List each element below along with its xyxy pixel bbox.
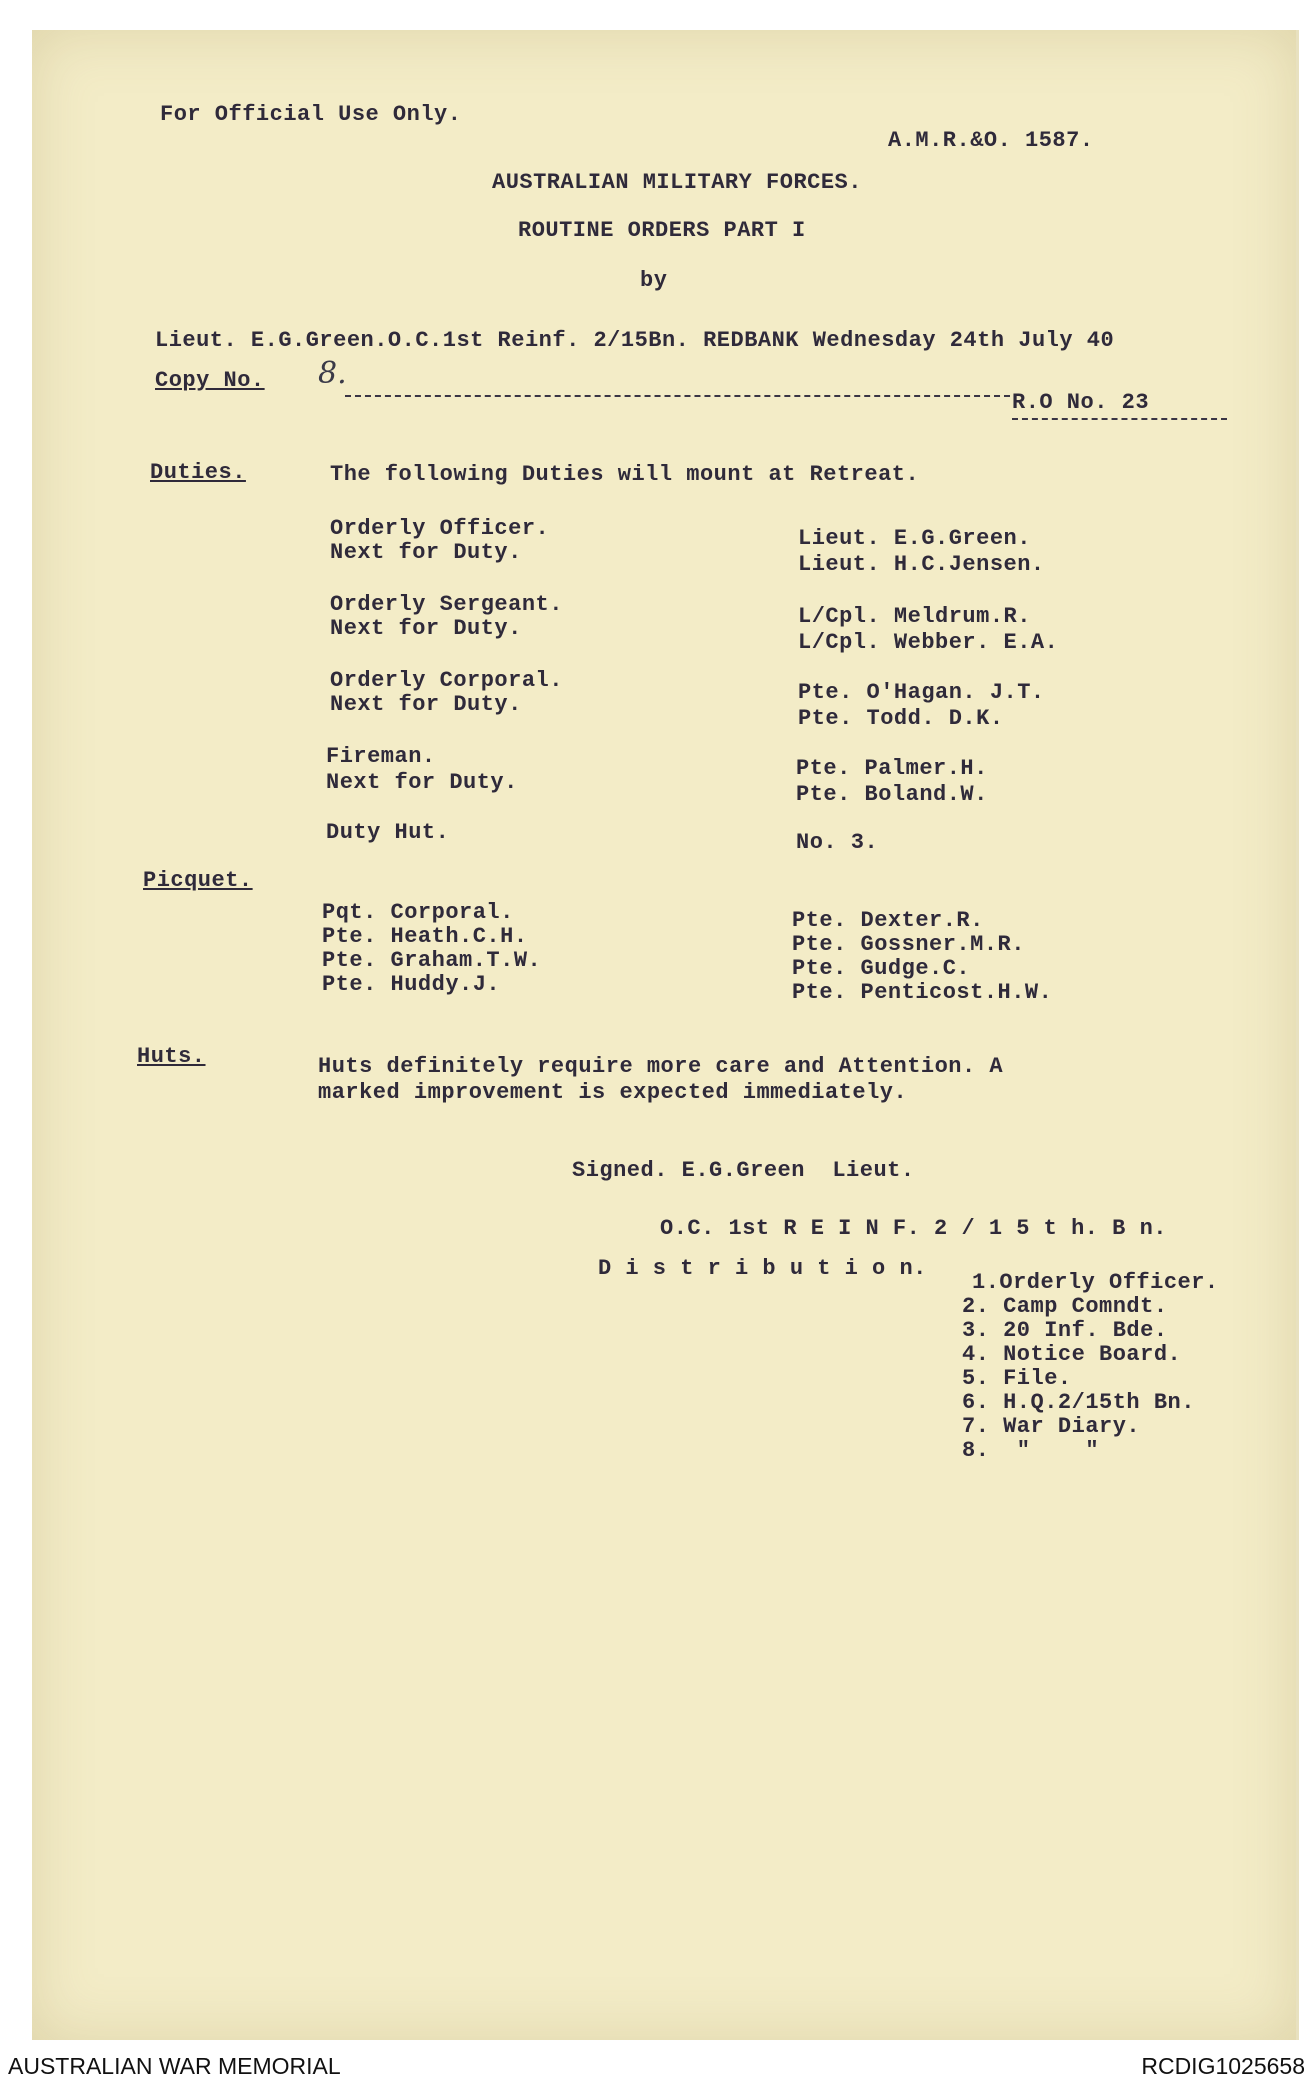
- distribution-item: 4. Notice Board.: [962, 1342, 1182, 1367]
- distribution-item: 3. 20 Inf. Bde.: [962, 1318, 1168, 1343]
- ro-underline: [1012, 418, 1227, 420]
- by-line: by: [640, 268, 668, 293]
- duty-role: Orderly Corporal.: [330, 668, 563, 693]
- duty-role: Orderly Sergeant.: [330, 592, 563, 617]
- distribution-item: 6. H.Q.2/15th Bn.: [962, 1390, 1195, 1415]
- oc-line: O.C. 1st R E I N F. 2 / 1 5 t h. B n.: [660, 1216, 1167, 1241]
- duties-heading: Duties.: [150, 460, 246, 485]
- picquet-left-member: Pte. Heath.C.H.: [322, 924, 528, 949]
- copy-number-handwritten: 8.: [318, 356, 347, 391]
- duty-next: Next for Duty.: [330, 692, 522, 717]
- duty-name: Pte. O'Hagan. J.T.: [798, 680, 1045, 705]
- picquet-left-member: Pqt. Corporal.: [322, 900, 514, 925]
- issuer-line: Lieut. E.G.Green.O.C.1st Reinf. 2/15Bn. REDBANK Wednesday 24th July 40: [155, 328, 1115, 353]
- ro-number: R.O No. 23: [1012, 390, 1150, 415]
- picquet-heading: Picquet.: [143, 868, 253, 893]
- duties-intro: The following Duties will mount at Retreat.: [330, 462, 920, 487]
- distribution-item: 1.Orderly Officer.: [972, 1270, 1219, 1295]
- duty-role: Orderly Officer.: [330, 516, 550, 541]
- picquet-left-member: Pte. Huddy.J.: [322, 972, 501, 997]
- duty-name-next: Lieut. H.C.Jensen.: [798, 552, 1045, 577]
- huts-note-line2: marked improvement is expected immediately.: [318, 1080, 908, 1105]
- reference-number: A.M.R.&O. 1587.: [888, 128, 1094, 153]
- orders-title: ROUTINE ORDERS PART I: [518, 218, 806, 243]
- picquet-right-member: Pte. Dexter.R.: [792, 908, 984, 933]
- duty-next: Next for Duty.: [330, 616, 522, 641]
- distribution-item: 2. Camp Comndt.: [962, 1294, 1168, 1319]
- duty-name: Pte. Palmer.H.: [796, 756, 988, 781]
- picquet-right-member: Pte. Gudge.C.: [792, 956, 971, 981]
- forces-title: AUSTRALIAN MILITARY FORCES.: [492, 170, 862, 195]
- official-use-line: For Official Use Only.: [160, 102, 462, 127]
- picquet-right-member: Pte. Gossner.M.R.: [792, 932, 1025, 957]
- signed-line: Signed. E.G.Green Lieut.: [572, 1158, 915, 1183]
- duty-name-next: L/Cpl. Webber. E.A.: [798, 630, 1059, 655]
- duty-next: Next for Duty.: [330, 540, 522, 565]
- distribution-label: D i s t r i b u t i o n.: [598, 1256, 927, 1281]
- footer-credit: AUSTRALIAN WAR MEMORIAL: [8, 2053, 341, 2079]
- header-divider: [345, 395, 1010, 397]
- duty-name-next: Pte. Todd. D.K.: [798, 706, 1004, 731]
- duty-hut-label: Duty Hut.: [326, 820, 450, 845]
- duty-hut-value: No. 3.: [796, 830, 879, 855]
- duty-name: Lieut. E.G.Green.: [798, 526, 1031, 551]
- distribution-item: 5. File.: [962, 1366, 1072, 1391]
- picquet-left-member: Pte. Graham.T.W.: [322, 948, 542, 973]
- footer-id: RCDIG1025658: [1141, 2053, 1305, 2079]
- huts-heading: Huts.: [137, 1044, 206, 1069]
- duty-name-next: Pte. Boland.W.: [796, 782, 988, 807]
- duty-next: Next for Duty.: [326, 770, 518, 795]
- duty-role: Fireman.: [326, 744, 436, 769]
- huts-note-line1: Huts definitely require more care and Attention. A: [318, 1054, 1004, 1079]
- distribution-item: 7. War Diary.: [962, 1414, 1141, 1439]
- picquet-right-member: Pte. Penticost.H.W.: [792, 980, 1053, 1005]
- distribution-item: 8. " ": [962, 1438, 1100, 1463]
- duty-name: L/Cpl. Meldrum.R.: [798, 604, 1031, 629]
- copy-label: Copy No.: [155, 368, 265, 393]
